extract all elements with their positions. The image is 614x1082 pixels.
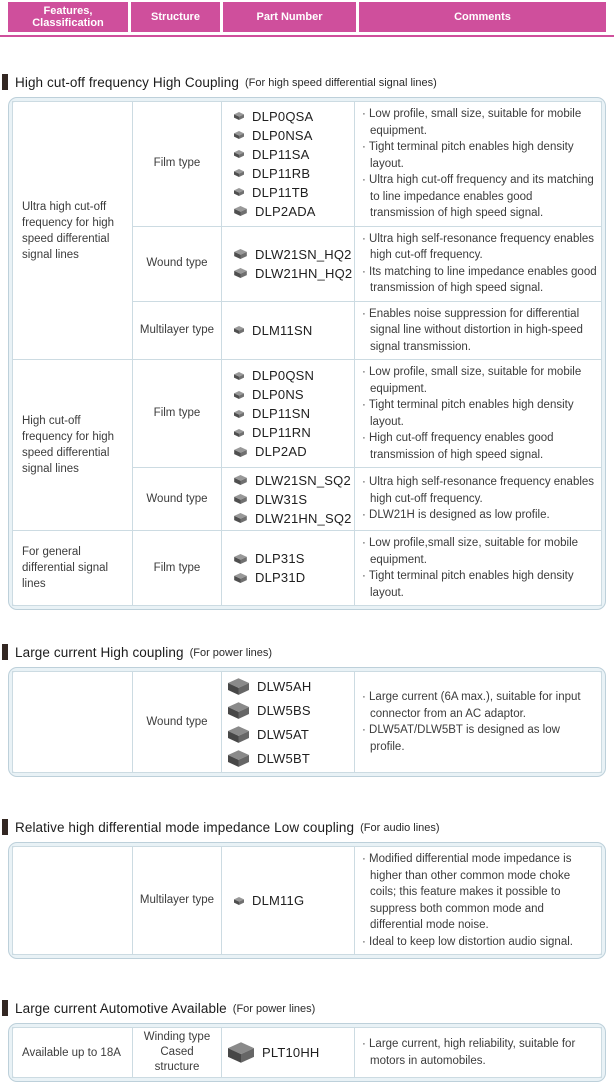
features-cell <box>13 672 133 773</box>
comment-line: · Ultra high self-resonance frequency enables high cut-off frequency. <box>362 232 595 261</box>
section-title-note: (For power lines) <box>232 1002 316 1015</box>
component-chip-icon <box>228 702 249 719</box>
part-number: DLP0NSA <box>252 127 313 143</box>
comments-cell <box>355 468 602 531</box>
structure-cell: Wound type <box>133 226 222 301</box>
features-cell: High cut-off frequency for high speed differential signal lines <box>13 360 133 531</box>
component-chip-icon <box>234 188 244 196</box>
part-number: DLW5AT <box>257 726 310 742</box>
part-entry <box>234 549 352 568</box>
part-number: DLM11SN <box>252 322 313 338</box>
component-chip-icon <box>234 372 244 380</box>
component-chip-icon <box>228 726 249 743</box>
table-row <box>13 360 602 468</box>
structure-cell: Film type <box>133 531 222 606</box>
column-header-part-number: Part Number <box>223 2 356 32</box>
comment-line: · Tight terminal pitch enables high density layout. <box>362 141 574 170</box>
part-number: DLM11G <box>252 893 305 908</box>
column-header-structure: Structure <box>131 2 220 32</box>
section-bar-icon <box>2 74 8 90</box>
part-entry <box>234 490 352 509</box>
part-entry <box>228 698 352 722</box>
part-number: DLW21HN_HQ2 <box>255 265 353 281</box>
comment-line: · Large current, high reliability, suitable for motors in automobiles. <box>362 1038 576 1067</box>
comment-line: · Tight terminal pitch enables high density layout. <box>362 570 574 599</box>
part-number: DLP0QSA <box>252 108 314 124</box>
section-bar-icon <box>2 644 8 660</box>
component-chip-icon <box>234 112 244 120</box>
features-cell: Ultra high cut-off frequency for high speed differential signal lines <box>13 102 133 360</box>
part-number: DLW21SN_HQ2 <box>255 246 352 262</box>
part-entry <box>234 891 352 910</box>
component-chip-icon <box>234 494 247 504</box>
part-entry <box>234 164 352 183</box>
part-entry <box>234 385 352 404</box>
section-title-large-current-high-coupling <box>2 643 614 661</box>
part-number-cell <box>222 672 355 773</box>
part-number: DLP0QSN <box>252 368 315 383</box>
part-entry <box>228 746 352 770</box>
section-title-high-cutoff-high-coupling <box>2 73 614 91</box>
section-title-text: High cut-off frequency High Coupling <box>15 74 239 90</box>
component-chip-icon <box>234 169 244 177</box>
structure-cell: Multilayer type <box>133 301 222 360</box>
comment-line: · Ideal to keep low distortion audio signal. <box>362 935 573 948</box>
component-chip-icon <box>234 249 247 259</box>
comment-line: · Low profile, small size, suitable for mobile equipment. <box>362 108 582 137</box>
section-title-note: (For high speed differential signal lines) <box>244 76 437 89</box>
part-entry <box>234 183 352 202</box>
component-chip-icon <box>234 573 247 583</box>
part-entry <box>228 1041 352 1065</box>
column-header-comments: Comments <box>359 2 606 32</box>
structure-line-2: Cased structure <box>154 1046 200 1073</box>
component-chip-icon <box>234 206 247 216</box>
comment-line: · Enables noise suppression for differential signal line without distortion in high-speed signal transmission. <box>362 307 583 353</box>
part-number: DLW5BT <box>257 750 310 766</box>
part-number: DLW5BS <box>257 702 311 718</box>
comments-cell <box>355 360 602 468</box>
section-title-text: Large current High coupling <box>15 644 184 660</box>
component-chip-icon <box>228 1042 254 1063</box>
part-number: DLP11SN <box>252 406 311 421</box>
part-entry <box>234 509 352 528</box>
features-cell: Available up to 18A <box>13 1028 133 1078</box>
part-number-cell <box>222 360 355 468</box>
section-3-table <box>8 842 606 959</box>
part-entry <box>234 107 352 126</box>
comment-line: · Large current (6A max.), suitable for input connector from an AC adaptor. <box>362 691 581 720</box>
section-title-note: (For audio lines) <box>360 821 440 834</box>
table-row <box>13 531 602 606</box>
part-entry <box>234 264 352 283</box>
comment-line: · Ultra high cut-off frequency and its matching to line impedance enables good transmission of high speed signal. <box>362 174 594 219</box>
part-entry <box>228 722 352 746</box>
part-number: DLW21HN_SQ2 <box>255 510 352 526</box>
comment-line: · Modified differential mode impedance is higher than other common mode choke coils; this feature makes it possible to suppress both common mode and differential mode noise. <box>362 853 572 931</box>
comment-line: · Low profile,small size, suitable for mobile equipment. <box>362 537 579 566</box>
comment-line: · DLW21H is designed as low profile. <box>362 509 550 522</box>
comments-cell <box>355 301 602 360</box>
section-title-text: Large current Automotive Available <box>15 1000 227 1016</box>
comments-cell <box>355 102 602 227</box>
structure-line-1: Winding type <box>143 1031 211 1043</box>
part-number-cell <box>222 468 355 531</box>
part-number: DLP2ADA <box>255 203 316 219</box>
part-number-cell <box>222 1028 355 1078</box>
component-chip-icon <box>234 554 247 564</box>
comment-line: · High cut-off frequency enables good transmission of high speed signal. <box>362 432 554 461</box>
component-chip-icon <box>234 513 247 523</box>
component-chip-icon <box>228 678 249 695</box>
part-number: DLW5AH <box>257 678 312 694</box>
part-number: DLP11RN <box>252 425 311 440</box>
structure-cell: Film type <box>133 360 222 468</box>
part-entry <box>234 404 352 423</box>
part-entry <box>234 321 352 340</box>
structure-cell <box>133 1028 222 1078</box>
features-cell: For general differential signal lines <box>13 531 133 606</box>
section-bar-icon <box>2 819 8 835</box>
section-title-text: Relative high differential mode impedance Low coupling <box>15 819 355 835</box>
component-chip-icon <box>234 131 244 139</box>
comment-line: · Tight terminal pitch enables high density layout. <box>362 399 574 428</box>
part-number: DLP11RB <box>252 165 311 181</box>
structure-cell: Wound type <box>133 468 222 531</box>
part-entry <box>234 568 352 587</box>
part-number: DLP0NS <box>252 387 304 402</box>
column-header-features: Features, Classification <box>8 2 128 32</box>
section-2-table <box>8 667 606 777</box>
part-entry <box>234 145 352 164</box>
comment-line: · Low profile, small size, suitable for mobile equipment. <box>362 366 582 395</box>
component-chip-icon <box>234 475 247 485</box>
component-chip-icon <box>234 391 244 399</box>
part-number: DLW31S <box>255 491 308 507</box>
component-chip-icon <box>234 447 247 457</box>
part-number: DLP31D <box>255 570 306 585</box>
section-title-high-differential-mode-impedance <box>2 818 614 836</box>
header-underline-rule <box>0 35 614 37</box>
comments-cell <box>355 1028 602 1078</box>
comments-cell <box>355 226 602 301</box>
comment-line: · Its matching to line impedance enables good transmission of high speed signal. <box>362 265 597 294</box>
part-entry <box>234 126 352 145</box>
component-chip-icon <box>234 429 244 437</box>
table-row <box>13 1028 602 1078</box>
section-1-table <box>8 97 606 610</box>
part-entry <box>234 366 352 385</box>
comment-line: · Ultra high self-resonance frequency enables high cut-off frequency. <box>362 476 595 505</box>
structure-cell: Film type <box>133 102 222 227</box>
part-number-cell <box>222 226 355 301</box>
component-chip-icon <box>228 750 249 767</box>
section-title-large-current-automotive <box>2 999 614 1017</box>
comments-cell <box>355 672 602 773</box>
part-entry <box>234 471 352 490</box>
part-number: DLP11TB <box>252 184 309 200</box>
part-number-cell <box>222 301 355 360</box>
structure-cell: Multilayer type <box>133 847 222 955</box>
section-bar-icon <box>2 1000 8 1016</box>
part-number-cell <box>222 531 355 606</box>
table-row <box>13 672 602 773</box>
part-entry <box>228 674 352 698</box>
table-row <box>13 102 602 227</box>
comment-line: · DLW5AT/DLW5BT is designed as low profile. <box>362 724 560 753</box>
part-number-cell <box>222 847 355 955</box>
part-number-cell <box>222 102 355 227</box>
part-entry <box>234 202 352 221</box>
section-4-table <box>8 1023 606 1082</box>
part-number: DLP31S <box>255 551 305 566</box>
part-number: DLP2AD <box>255 444 307 459</box>
part-entry <box>234 442 352 461</box>
structure-cell: Wound type <box>133 672 222 773</box>
comments-cell <box>355 531 602 606</box>
component-chip-icon <box>234 410 244 418</box>
component-chip-icon <box>234 897 244 905</box>
comments-cell <box>355 847 602 955</box>
part-entry <box>234 245 352 264</box>
part-number: DLP11SA <box>252 146 310 162</box>
part-entry <box>234 423 352 442</box>
features-cell <box>13 847 133 955</box>
part-number: DLW21SN_SQ2 <box>255 472 351 488</box>
component-chip-icon <box>234 268 247 278</box>
part-number: PLT10HH <box>262 1045 320 1060</box>
component-chip-icon <box>234 150 244 158</box>
section-title-note: (For power lines) <box>189 646 273 659</box>
table-row <box>13 847 602 955</box>
table-column-header <box>8 2 606 32</box>
component-chip-icon <box>234 326 244 334</box>
